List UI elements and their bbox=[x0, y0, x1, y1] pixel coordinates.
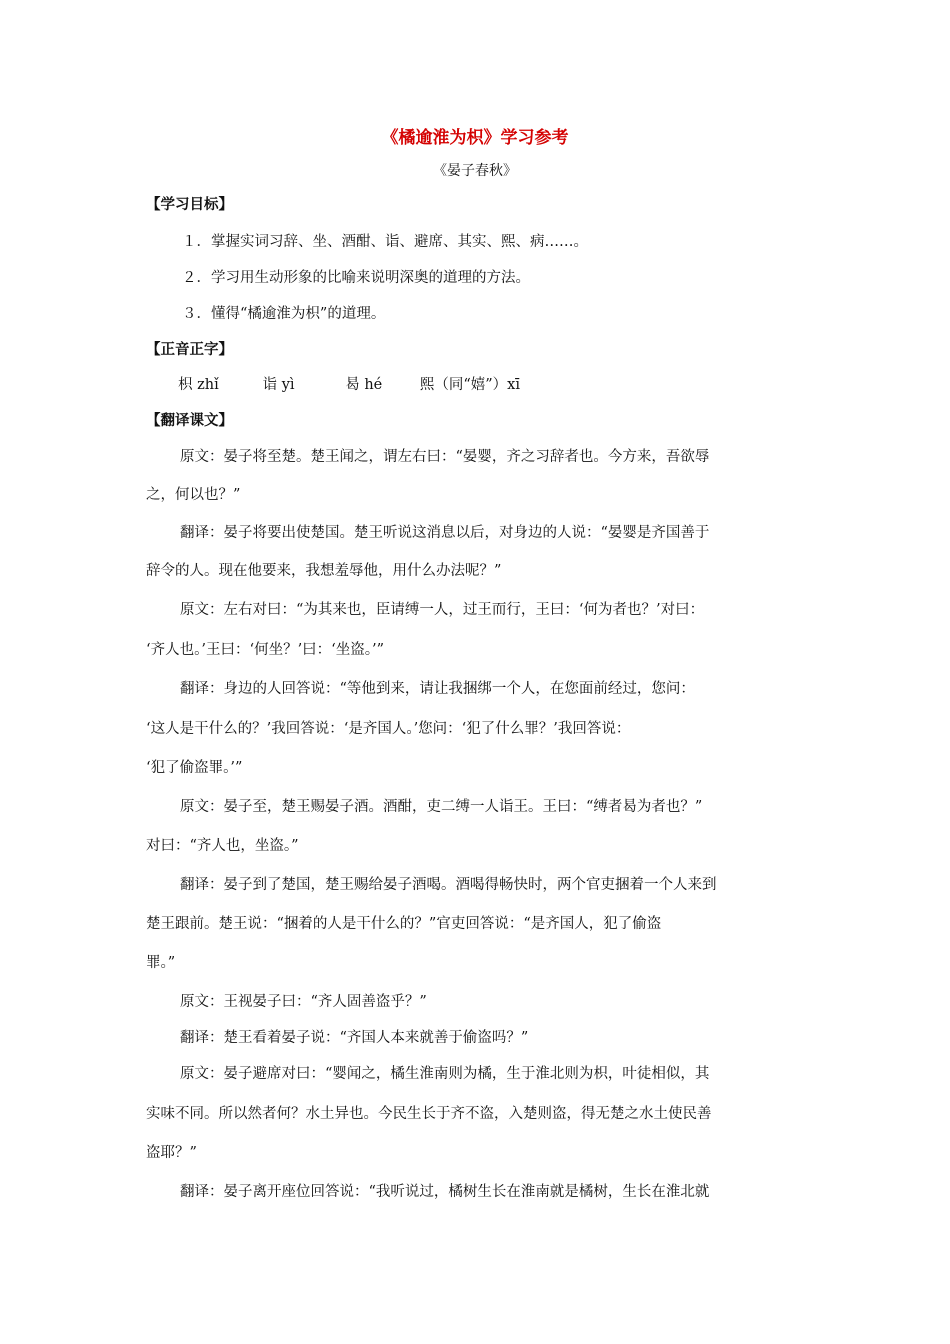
body-line: 对曰：“齐人也，坐盗。” bbox=[146, 838, 299, 854]
body-line: 楚王跟前。楚王说：“捆着的人是干什么的？”官吏回答说：“是齐国人，犯了偷盗 bbox=[146, 916, 662, 932]
body-line: 翻译：晏子离开座位回答说：“我听说过，橘树生长在淮南就是橘树，生长在淮北就 bbox=[180, 1184, 710, 1200]
goal-item: ３．懂得“橘逾淮为枳”的道理。 bbox=[182, 306, 386, 322]
body-line: 翻译：晏子到了楚国，楚王赐给晏子酒喝。酒喝得畅快时，两个官吏捆着一个人来到 bbox=[180, 877, 717, 893]
body-line: 翻译：楚王看着晏子说：“齐国人本来就善于偷盗吗？” bbox=[180, 1030, 529, 1046]
body-line: 原文：晏子将至楚。楚王闻之，谓左右曰：“晏婴，齐之习辞者也。今方来，吾欲辱 bbox=[180, 449, 710, 465]
body-line: 翻译：晏子将要出使楚国。楚王听说这消息以后，对身边的人说：“晏婴是齐国善于 bbox=[180, 525, 710, 541]
goal-item: ２．学习用生动形象的比喻来说明深奥的道理的方法。 bbox=[182, 270, 530, 286]
section-heading-translation: 【翻译课文】 bbox=[146, 412, 233, 429]
goal-item: １．掌握实词习辞、坐、酒酣、诣、避席、其实、熙、病……。 bbox=[182, 234, 588, 250]
pronunciation-item: 曷 hé bbox=[345, 377, 383, 393]
body-line: ‘犯了偷盗罪。’” bbox=[146, 760, 243, 776]
body-line: 原文：左右对曰：“为其来也，臣请缚一人，过王而行，王曰：‘何为者也？’对曰： bbox=[180, 602, 705, 618]
body-line: 之，何以也？” bbox=[146, 487, 241, 503]
document-title: 《橘逾淮为枳》学习参考 bbox=[381, 128, 569, 148]
pronunciation-row bbox=[178, 375, 520, 395]
body-line: ‘这人是干什么的？’我回答说：‘是齐国人。’您问：‘犯了什么罪？’我回答说： bbox=[146, 721, 631, 737]
body-line: 翻译：身边的人回答说：“等他到来，请让我捆绑一个人，在您面前经过，您问： bbox=[180, 681, 695, 697]
body-line: 原文：王视晏子曰：“齐人固善盗乎？” bbox=[180, 994, 427, 1010]
body-line: 原文：晏子至，楚王赐晏子酒。酒酣，吏二缚一人诣王。王曰：“缚者曷为者也？” bbox=[180, 799, 703, 815]
pronunciation-item: 枳 zhǐ bbox=[178, 377, 219, 393]
section-heading-goals: 【学习目标】 bbox=[146, 196, 233, 213]
body-line: ‘齐人也。’王曰：‘何坐？’曰：‘坐盗。’” bbox=[146, 642, 385, 658]
pronunciation-item: 诣 yì bbox=[262, 377, 295, 393]
section-heading-pronunciation: 【正音正字】 bbox=[146, 341, 233, 358]
body-line: 辞令的人。现在他要来，我想羞辱他，用什么办法呢？” bbox=[146, 563, 502, 579]
body-line: 原文：晏子避席对曰：“婴闻之，橘生淮南则为橘，生于淮北则为枳，叶徒相似，其 bbox=[180, 1066, 710, 1082]
pronunciation-item: 熙（同“嬉”）xī bbox=[419, 377, 520, 393]
body-line: 盗耶？” bbox=[146, 1145, 197, 1161]
document-subtitle: 《晏子春秋》 bbox=[433, 163, 517, 179]
body-line: 实味不同。所以然者何？水土异也。今民生长于齐不盗，入楚则盗，得无楚之水土使民善 bbox=[146, 1106, 712, 1122]
body-line: 罪。” bbox=[146, 955, 176, 971]
